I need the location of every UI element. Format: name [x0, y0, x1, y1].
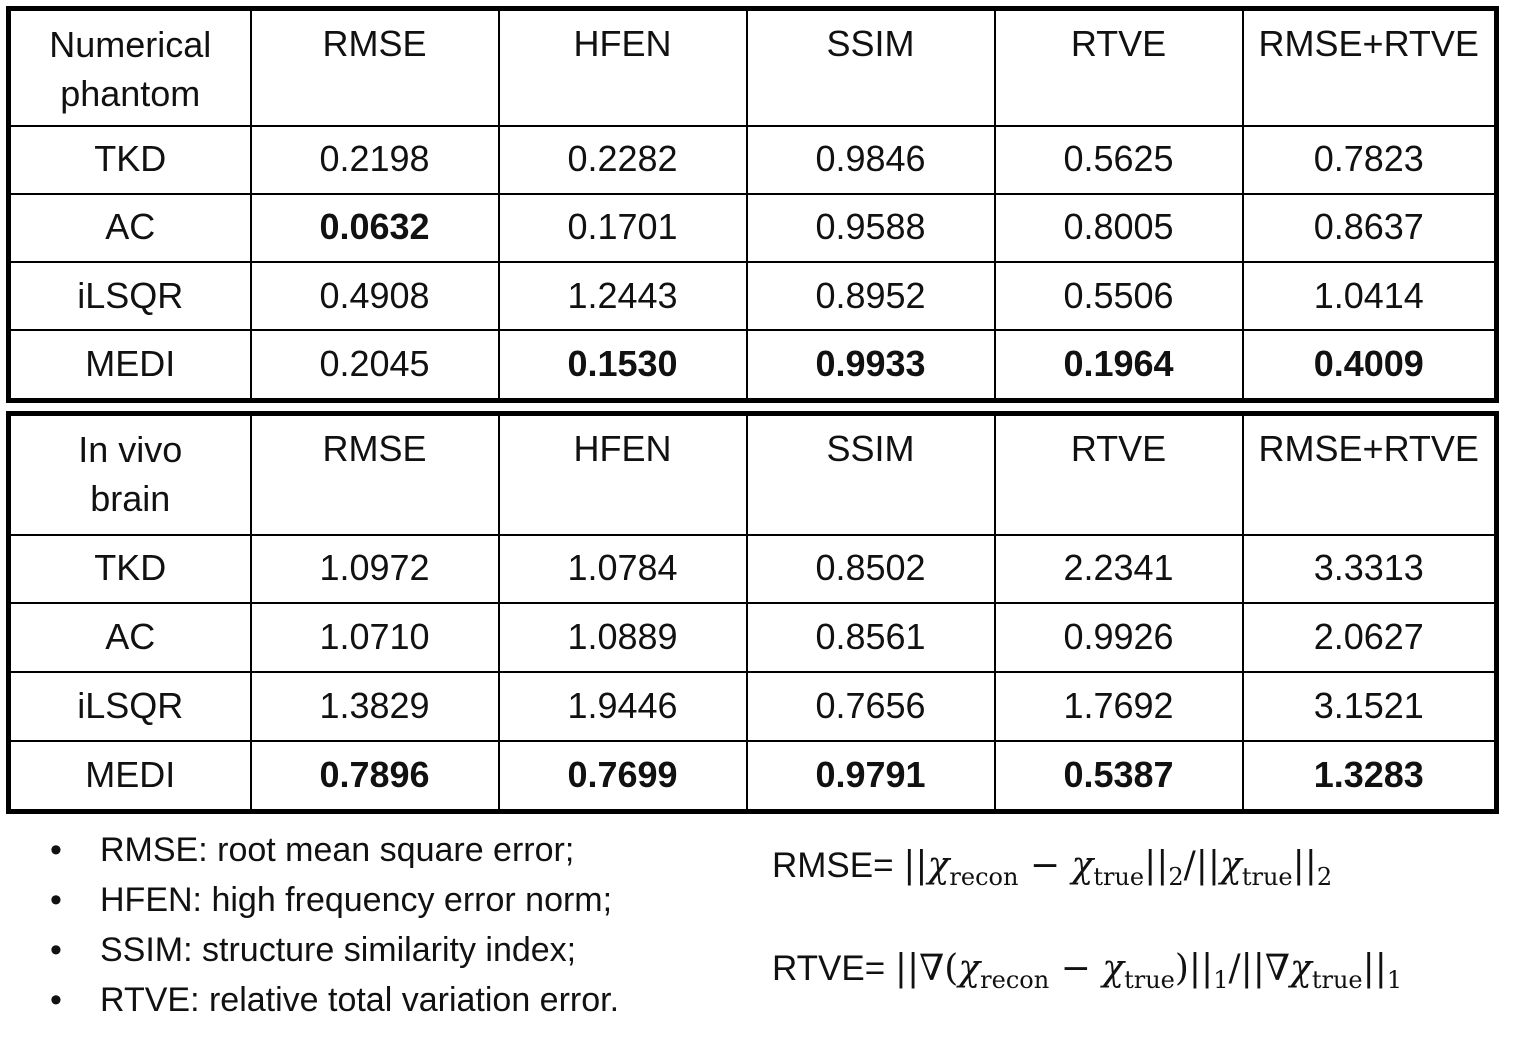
value-cell: 0.2198: [251, 126, 499, 194]
list-item: [50, 975, 619, 1025]
value-cell: 0.0632: [251, 194, 499, 262]
in-vivo-brain-table: [6, 411, 1499, 814]
value-cell: 0.4908: [251, 262, 499, 330]
rtve-formula-label: RTVE=: [772, 949, 886, 988]
value-cell: 1.0710: [251, 603, 499, 672]
value-cell: 3.3313: [1243, 535, 1497, 604]
rtve-formula-expression: $||\nabla(\chi_{recon} - \chi_{true})||_1/||\nabla\chi_{true}||_1$: [894, 948, 1403, 994]
value-cell: 1.0784: [499, 535, 747, 604]
table-row: [9, 194, 1497, 262]
value-cell: 0.9933: [747, 330, 995, 400]
value-cell: 1.0972: [251, 535, 499, 604]
numerical-phantom-table: [6, 6, 1499, 403]
list-item: [50, 875, 619, 925]
table-row: [9, 126, 1497, 194]
value-cell: 0.9588: [747, 194, 995, 262]
value-cell: 0.8637: [1243, 194, 1497, 262]
rmse-formula: [772, 845, 1332, 891]
table-title-line2: phantom: [60, 72, 201, 114]
legend-rtve: RTVE: relative total variation error.: [100, 981, 620, 1019]
table-row: [9, 672, 1497, 741]
value-cell: 0.5625: [995, 126, 1243, 194]
value-cell: 0.7699: [499, 741, 747, 812]
bullet-icon: •: [50, 931, 62, 969]
table-row: [9, 535, 1497, 604]
metric-definitions-list: [50, 825, 619, 1025]
value-cell: 0.5506: [995, 262, 1243, 330]
table-header-row: [9, 414, 1497, 535]
value-cell: 0.2045: [251, 330, 499, 400]
column-header-rmse: RMSE: [251, 9, 499, 126]
table-row: [9, 262, 1497, 330]
column-header-rmse: RMSE: [251, 414, 499, 535]
value-cell: 2.2341: [995, 535, 1243, 604]
column-header-hfen: HFEN: [499, 414, 747, 535]
value-cell: 1.9446: [499, 672, 747, 741]
value-cell: 0.9926: [995, 603, 1243, 672]
bullet-icon: •: [50, 881, 62, 919]
value-cell: 0.8502: [747, 535, 995, 604]
table-title-cell: [9, 9, 251, 126]
column-header-ssim: SSIM: [747, 414, 995, 535]
table-title-cell: [9, 414, 251, 535]
value-cell: 0.9846: [747, 126, 995, 194]
value-cell: 0.2282: [499, 126, 747, 194]
table-row: [9, 330, 1497, 400]
value-cell: 0.7656: [747, 672, 995, 741]
value-cell: 3.1521: [1243, 672, 1497, 741]
value-cell: 0.4009: [1243, 330, 1497, 400]
bullet-icon: •: [50, 831, 62, 869]
method-cell: iLSQR: [9, 672, 251, 741]
value-cell: 0.9791: [747, 741, 995, 812]
method-cell: AC: [9, 603, 251, 672]
legend-ssim: SSIM: structure similarity index;: [100, 931, 577, 969]
column-header-rtve: RTVE: [995, 9, 1243, 126]
list-item: [50, 825, 619, 875]
method-cell: AC: [9, 194, 251, 262]
method-cell: TKD: [9, 126, 251, 194]
value-cell: 0.8952: [747, 262, 995, 330]
value-cell: 0.7896: [251, 741, 499, 812]
column-header-hfen: HFEN: [499, 9, 747, 126]
value-cell: 0.1701: [499, 194, 747, 262]
table-title-line1: In vivo: [78, 429, 183, 470]
value-cell: 0.8005: [995, 194, 1243, 262]
value-cell: 1.0889: [499, 603, 747, 672]
column-header-rmse-rtve: RMSE+RTVE: [1243, 9, 1497, 126]
table-title-line1: Numerical: [49, 24, 212, 65]
column-header-rtve: RTVE: [995, 414, 1243, 535]
method-cell: iLSQR: [9, 262, 251, 330]
value-cell: 1.3283: [1243, 741, 1497, 812]
column-header-ssim: SSIM: [747, 9, 995, 126]
method-cell: MEDI: [9, 741, 251, 812]
value-cell: 0.8561: [747, 603, 995, 672]
value-cell: 2.0627: [1243, 603, 1497, 672]
list-item: [50, 925, 619, 975]
value-cell: 0.1964: [995, 330, 1243, 400]
value-cell: 0.7823: [1243, 126, 1497, 194]
legend-rmse: RMSE: root mean square error;: [100, 831, 575, 869]
value-cell: 1.3829: [251, 672, 499, 741]
table-title-line2: brain: [90, 477, 171, 519]
method-cell: TKD: [9, 535, 251, 604]
rmse-formula-label: RMSE=: [772, 846, 894, 885]
rmse-formula-expression: $||\chi_{recon} - \chi_{true}||_2/||\chi_{true}||_2$: [903, 845, 1333, 891]
legend-hfen: HFEN: high frequency error norm;: [100, 881, 613, 919]
method-cell: MEDI: [9, 330, 251, 400]
table-row: [9, 741, 1497, 812]
value-cell: 0.1530: [499, 330, 747, 400]
bullet-icon: •: [50, 981, 62, 1019]
table-row: [9, 603, 1497, 672]
value-cell: 1.0414: [1243, 262, 1497, 330]
value-cell: 1.7692: [995, 672, 1243, 741]
table-header-row: [9, 9, 1497, 126]
rtve-formula: [772, 948, 1402, 994]
value-cell: 1.2443: [499, 262, 747, 330]
value-cell: 0.5387: [995, 741, 1243, 812]
column-header-rmse-rtve: RMSE+RTVE: [1243, 414, 1497, 535]
